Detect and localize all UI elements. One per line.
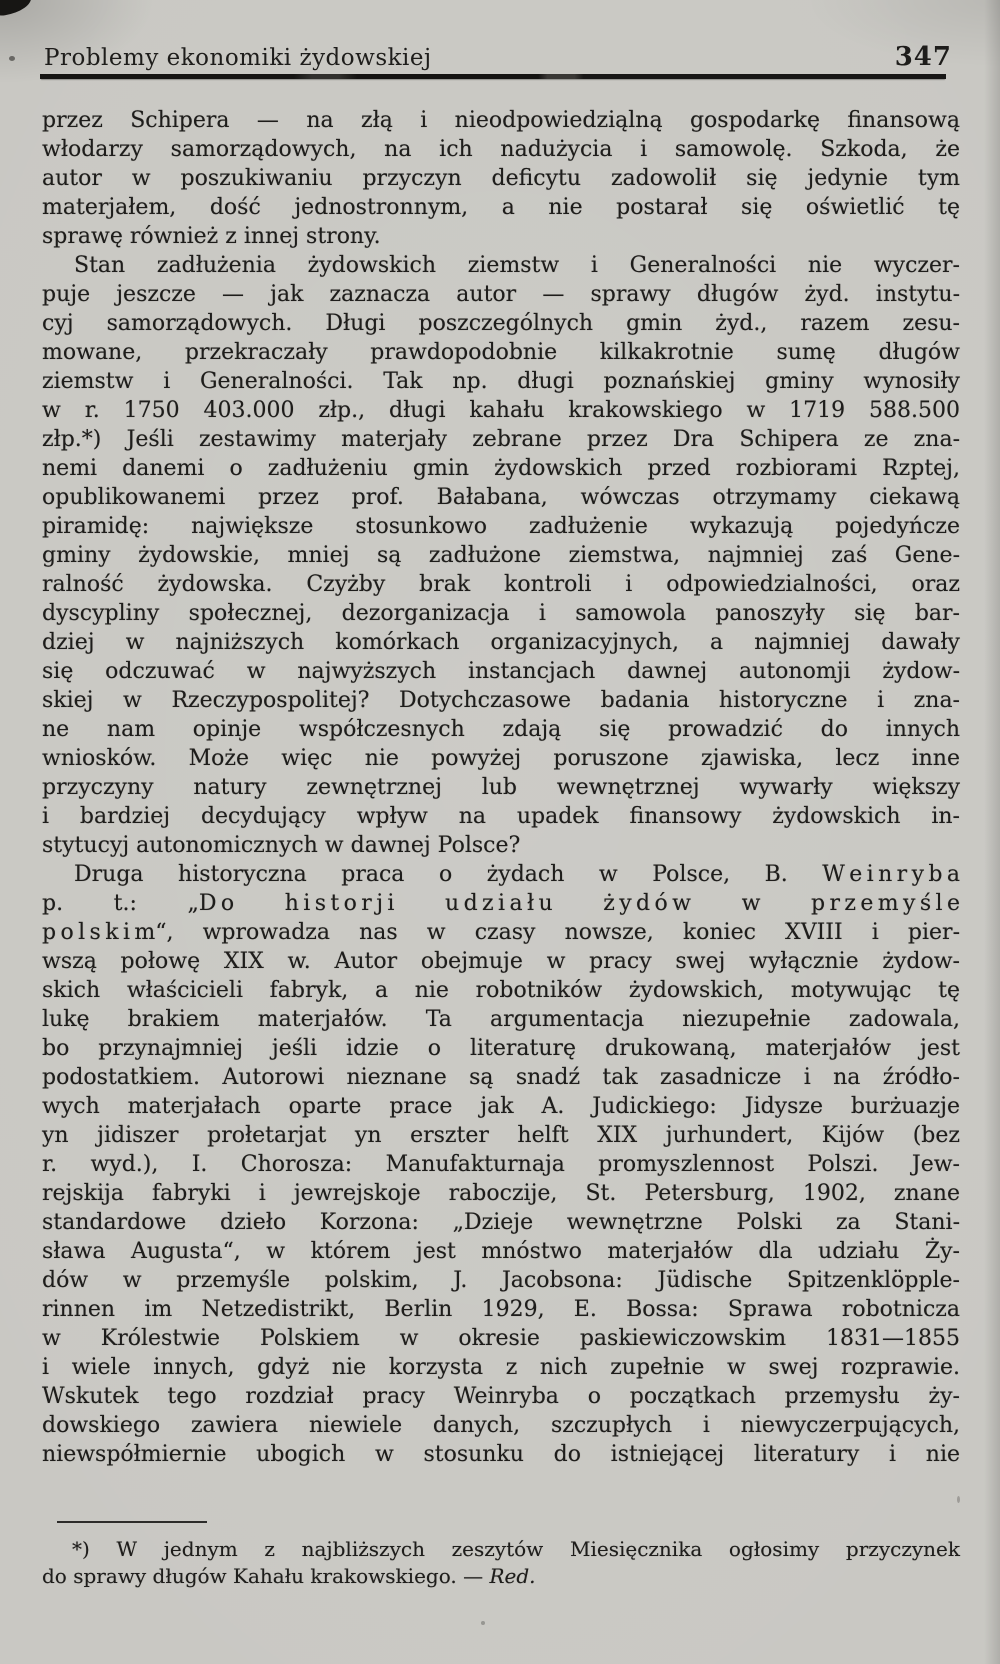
text-line: złp.*) Jeśli zestawimy materjały zebrane przez Dra Schipera ze zna-: [42, 427, 960, 452]
text-line: ralność żydowska. Czyżby brak kontroli i odpowiedzialności, oraz: [42, 572, 960, 597]
text-line: dowskiego zawiera niewiele danych, szczupłych i niewyczerpujących,: [42, 1413, 960, 1438]
text-line: skich właścicieli fabryk, a nie robotników żydowskich, motywując tę: [42, 978, 960, 1003]
text-line: r. wyd.), I. Chorosza: Manufakturnaja promyszlennost Polszi. Jew-: [42, 1152, 960, 1177]
text-line: się odczuwać w najwyższych instancjach dawnej autonomji żydow-: [42, 659, 960, 684]
text-line: materjałem, dość jednostronnym, a nie postarał się oświetlić tę: [42, 195, 960, 220]
text-line: dziej w najniższych komórkach organizacyjnych, a najmniej dawały: [42, 630, 960, 655]
text-line: sprawę również z innej strony.: [42, 224, 381, 249]
text-line: p o l s k i m“, wprowadza nas w czasy nowsze, koniec XVIII i pier-: [42, 920, 960, 945]
text-line: cyj samorządowych. Długi poszczególnych gmin żyd., razem zesu-: [42, 311, 960, 336]
text-line: dyscypliny społecznej, dezorganizacja i samowola panoszyły się bar-: [42, 601, 960, 626]
text-line: p. t.: „D o h i s t o r j i u d z i a ł u ż y d ó w w p r z e m y ś l e: [42, 891, 960, 916]
text-line: sława Augusta“, w którem jest mnóstwo materjałów dla udziału Ży-: [42, 1239, 960, 1264]
paragraph: [42, 251, 960, 860]
text-line: gminy żydowskie, mniej są zadłużone ziemstwa, najmniej zaś Gene-: [42, 543, 960, 568]
text-line: ne nam opinje współczesnych zdają się prowadzić do innych: [42, 717, 960, 742]
page-header: [44, 42, 952, 72]
text-line: standardowe dzieło Korzona: „Dzieje wewnętrzne Polski za Stani-: [42, 1210, 960, 1235]
text-line: rejskija fabryki i jewrejskoje raboczije, St. Petersburg, 1902, znane: [42, 1181, 960, 1206]
text-line: wych materjałach oparte prace jak A. Judickiego: Jidysze burżuazje: [42, 1094, 960, 1119]
text-line: stytucyj autonomicznych w dawnej Polsce?: [42, 833, 521, 858]
text-line: podostatkiem. Autorowi nieznane są snadź tak zasadnicze i na źródło-: [42, 1065, 960, 1090]
text-line: wniosków. Może więc nie powyżej poruszone zjawiska, lecz inne: [42, 746, 960, 771]
text-line: w r. 1750 403.000 złp., długi kahału krakowskiego w 1719 588.500: [42, 398, 960, 423]
header-rule: [40, 74, 946, 79]
text-line: autor w poszukiwaniu przyczyn deficytu zadowolił się jedynie tym: [42, 166, 960, 191]
text-line: wszą połowę XIX w. Autor obejmuje w pracy swej wyłącznie żydow-: [42, 949, 960, 974]
text-line: piramidę: największe stosunkowo zadłużenie wykazują pojedyńcze: [42, 514, 960, 539]
text-line: lukę brakiem materjałów. Ta argumentacja niezupełnie zadowala,: [42, 1007, 960, 1032]
scan-speck: [957, 1496, 960, 1503]
text-line: przyczyny natury zewnętrznej lub wewnętrznej wywarły większy: [42, 775, 960, 800]
text-line: Wskutek tego rozdział pracy Weinryba o początkach przemysłu ży-: [42, 1384, 960, 1409]
footnote-line: *) W jednym z najbliższych zeszytów Miesięcznika ogłosimy przyczynek: [72, 1537, 960, 1561]
scan-speck: [481, 1621, 485, 1625]
paragraph: [42, 860, 960, 1469]
running-title: Problemy ekonomiki żydowskiej: [44, 45, 432, 71]
footnote-line: [42, 1563, 960, 1590]
text-line: i bardziej decydujący wpływ na upadek finansowy żydowskich in-: [42, 804, 960, 829]
text-line: mowane, przekraczały prawdopodobnie kilkakrotnie sumę długów: [42, 340, 960, 365]
footnote-text: do sprawy długów Kahału krakowskiego. —: [42, 1564, 490, 1588]
text-line: włodarzy samorządowych, na ich nadużycia i samowolę. Szkoda, że: [42, 137, 960, 162]
text-line: opublikowanemi przez prof. Bałabana, wówczas otrzymamy ciekawą: [42, 485, 960, 510]
text-line: niewspółmiernie ubogich w stosunku do istniejącej literatury i nie: [42, 1442, 960, 1467]
paragraph: [42, 106, 960, 251]
footnote: [42, 1536, 960, 1590]
text-line: nemi danemi o zadłużeniu gmin żydowskich przed rozbiorami Rzptej,: [42, 456, 960, 481]
footnote-signature: Red.: [489, 1564, 536, 1588]
text-line: przez Schipera — na złą i nieodpowiedziąlną gospodarkę finansową: [42, 108, 960, 133]
text-line: yn jidiszer prołetarjat yn erszter helft XIX jurhundert, Kijów (bez: [42, 1123, 960, 1148]
footnote-separator: [57, 1521, 207, 1523]
text-line: bo przynajmniej jeśli idzie o literaturę drukowaną, materjałów jest: [42, 1036, 960, 1061]
text-line: w Królestwie Polskiem w okresie paskiewiczowskim 1831—1855: [42, 1326, 960, 1351]
text-line: Stan zadłużenia żydowskich ziemstw i Generalności nie wyczer-: [74, 253, 960, 278]
scan-artifact-corner: [0, 0, 33, 17]
scan-edge-shade: [984, 0, 1000, 1664]
article-body: [42, 106, 960, 1469]
text-line: i wiele innych, gdyż nie korzysta z nich zupełnie w swej rozprawie.: [42, 1355, 960, 1380]
page-number: 347: [894, 42, 952, 72]
text-line: ziemstw i Generalności. Tak np. długi poznańskiej gminy wynosiły: [42, 369, 960, 394]
text-line: Druga historyczna praca o żydach w Polsce, B. W e i n r y b a: [74, 862, 960, 887]
text-line: skiej w Rzeczypospolitej? Dotychczasowe badania historyczne i zna-: [42, 688, 960, 713]
scan-speck: [9, 56, 15, 61]
text-line: dów w przemyśle polskim, J. Jacobsona: Jüdische Spitzenklöpple-: [42, 1268, 960, 1293]
text-line: puje jeszcze — jak zaznacza autor — sprawy długów żyd. instytu-: [42, 282, 960, 307]
text-line: rinnen im Netzedistrikt, Berlin 1929, E. Bossa: Sprawa robotnicza: [42, 1297, 960, 1322]
